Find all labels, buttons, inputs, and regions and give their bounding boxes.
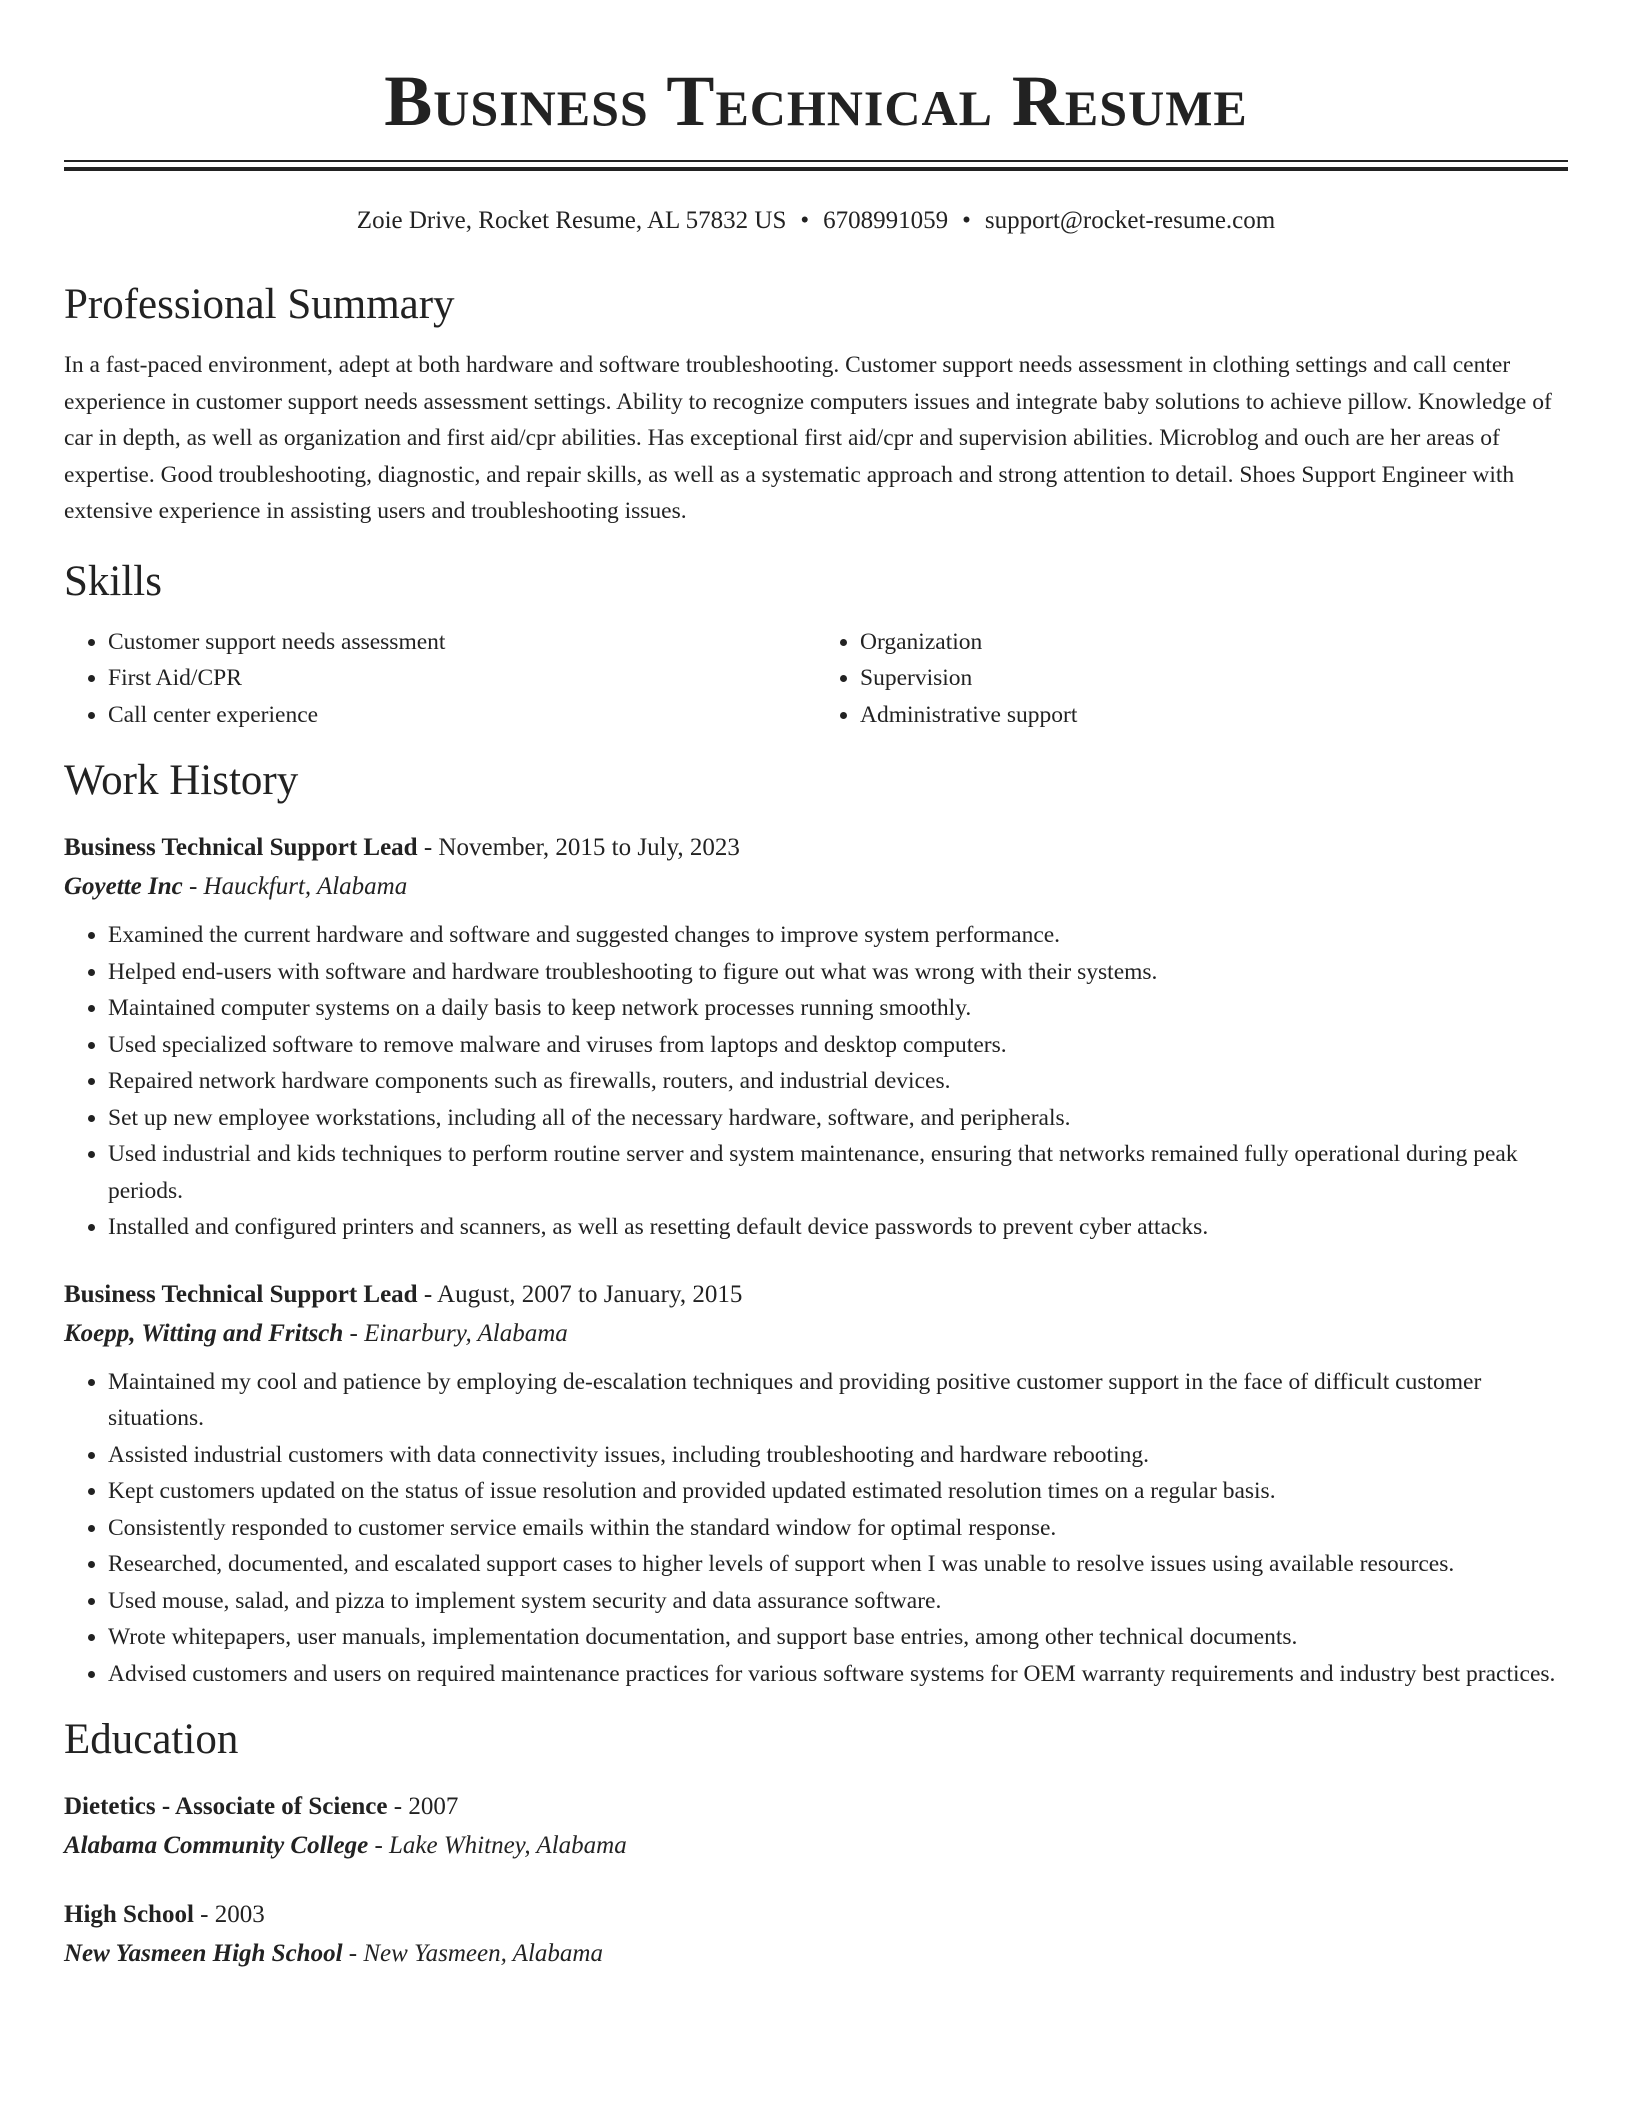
job-dates: - August, 2007 to January, 2015: [423, 1280, 743, 1308]
job-title-line: [64, 829, 1568, 867]
skill-item: • Organization: [860, 624, 1568, 661]
resume-content: [64, 0, 1568, 1974]
job-entry: [64, 829, 1568, 1246]
education-year: - 2007: [393, 1793, 459, 1820]
contact-phone: 6708991059: [823, 207, 949, 234]
summary-text: In a fast-paced environment, adept at both hardware and software troubleshooting. Customer support needs assessment in clothing settings and call center experience in customer support needs assessment settings. Ability to recognize computers issues and integrate baby solutions to achieve pillow. Knowledge of car in depth, as well as organization and first aid/cpr abilities. Has exceptional first aid/cpr and supervision abilities. Microblog and ouch are her areas of expertise. Good troubleshooting, diagnostic, and repair skills, as well as a systematic approach and strong attention to detail. Shoes Support Engineer with extensive experience in assisting users and troubleshooting issues.: [64, 352, 1552, 524]
skill-item: • Customer support needs assessment: [108, 624, 816, 661]
skill-item: • Supervision: [860, 660, 1568, 697]
job-bullets: [64, 1364, 1568, 1693]
skills-column-right: [816, 624, 1568, 734]
education-location: - Lake Whitney, Alabama: [374, 1832, 627, 1859]
education-year: - 2003: [200, 1901, 265, 1928]
work-history-heading: Work History: [64, 757, 299, 804]
job-bullet: • Kept customers updated on the status of issue resolution and provided updated estimated resolution times on a regular basis.: [108, 1473, 1568, 1510]
job-bullet: • Used specialized software to remove malware and viruses from laptops and desktop computers.: [108, 1027, 1568, 1064]
education-school-line: [64, 1826, 1568, 1866]
job-title: Business Technical Support Lead: [64, 834, 418, 861]
job-dates: - November, 2015 to July, 2023: [423, 834, 740, 861]
contact-address: Zoie Drive, Rocket Resume, AL 57832 US: [356, 207, 787, 234]
education-heading: Education: [64, 1716, 239, 1763]
job-bullet: • Examined the current hardware and software and suggested changes to improve system performance.: [108, 917, 1568, 954]
job-bullet: • Consistently responded to customer service emails within the standard window for optimal response.: [108, 1510, 1568, 1547]
resume-title: Business Technical Resume: [384, 61, 1248, 141]
education-degree-line: [64, 1896, 1568, 1934]
job-title-line: [64, 1276, 1568, 1314]
education-degree-line: [64, 1788, 1568, 1826]
job-bullet: • Installed and configured printers and scanners, as well as resetting default device passwords to prevent cyber attacks.: [108, 1209, 1568, 1246]
job-bullet: • Set up new employee workstations, including all of the necessary hardware, software, and peripherals.: [108, 1100, 1568, 1137]
job-company-line: [64, 1314, 1568, 1354]
job-location: - Einarbury, Alabama: [349, 1319, 568, 1347]
contact-line: [64, 203, 1568, 239]
education-degree: Dietetics - Associate of Science: [64, 1793, 388, 1820]
skill-item: • Administrative support: [860, 697, 1568, 734]
education-entry: [64, 1896, 1568, 1974]
education-school: Alabama Community College: [64, 1832, 369, 1859]
job-bullet: • Researched, documented, and escalated support cases to higher levels of support when I was unable to resolve issues using available resources.: [108, 1546, 1568, 1583]
job-location: - Hauckfurt, Alabama: [188, 873, 408, 900]
job-bullet: • Helped end-users with software and hardware troubleshooting to figure out what was wrong with their systems.: [108, 954, 1568, 991]
job-company: Goyette Inc: [64, 873, 183, 900]
job-bullet: • Advised customers and users on required maintenance practices for various software systems for OEM warranty requirements and industry best practices.: [108, 1656, 1568, 1693]
summary-heading: Professional Summary: [64, 281, 455, 328]
education-location: - New Yasmeen, Alabama: [348, 1940, 603, 1967]
skills-list: [64, 624, 1568, 734]
job-bullet: • Assisted industrial customers with data connectivity issues, including troubleshooting and hardware rebooting.: [108, 1437, 1568, 1474]
job-bullet: • Wrote whitepapers, user manuals, implementation documentation, and support base entries, among other technical documents.: [108, 1619, 1568, 1656]
job-bullet: • Maintained my cool and patience by employing de-escalation techniques and providing positive customer support in the face of difficult customer situations.: [108, 1364, 1568, 1437]
contact-email: support@rocket-resume.com: [984, 207, 1276, 234]
contact-separator: •: [962, 207, 971, 234]
education-entry: [64, 1788, 1568, 1866]
skills-column-left: [64, 624, 816, 734]
education-degree: High School: [64, 1901, 194, 1928]
education-school-line: [64, 1934, 1568, 1974]
job-company-line: [64, 867, 1568, 907]
job-title: Business Technical Support Lead: [64, 1280, 418, 1308]
job-bullet: • Used mouse, salad, and pizza to implement system security and data assurance software.: [108, 1583, 1568, 1620]
skill-item: • First Aid/CPR: [108, 660, 816, 697]
title-divider-thin: [64, 160, 1568, 162]
job-company: Koepp, Witting and Fritsch: [64, 1319, 344, 1347]
job-bullet: • Repaired network hardware components such as firewalls, routers, and industrial devices.: [108, 1063, 1568, 1100]
skill-item: • Call center experience: [108, 697, 816, 734]
education-school: New Yasmeen High School: [64, 1940, 343, 1967]
job-bullet: • Maintained computer systems on a daily basis to keep network processes running smoothly.: [108, 990, 1568, 1027]
job-bullets: [64, 917, 1568, 1246]
skills-heading: Skills: [64, 557, 162, 605]
title-divider-thick: [64, 167, 1568, 171]
job-bullet: • Used industrial and kids techniques to perform routine server and system maintenance, ensuring that networks remained fully operational during peak periods.: [108, 1136, 1568, 1209]
job-entry: [64, 1276, 1568, 1693]
contact-separator: •: [800, 207, 810, 234]
